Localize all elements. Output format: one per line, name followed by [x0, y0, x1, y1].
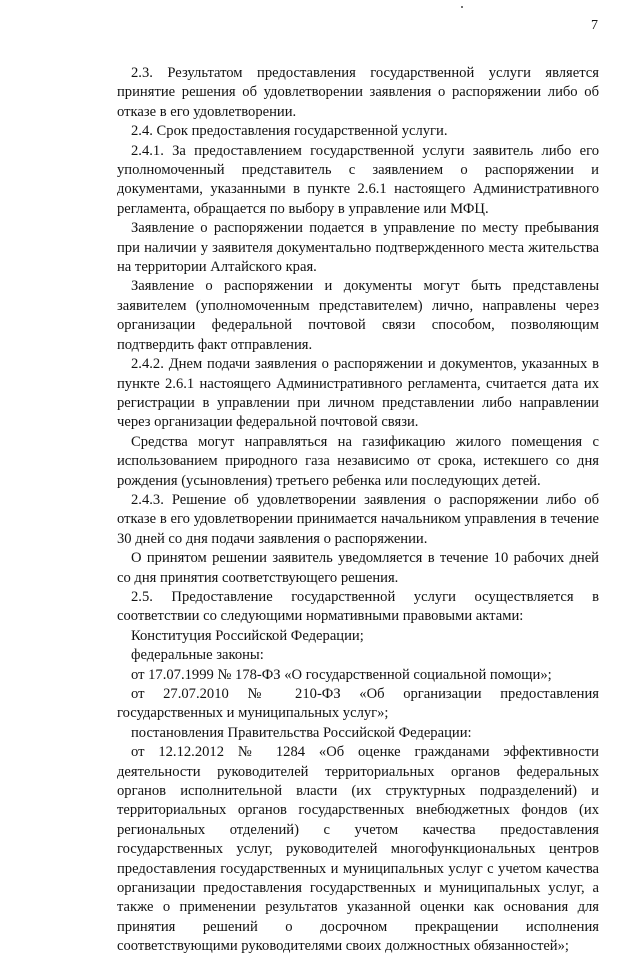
paragraph-2-4-2: 2.4.2. Днем подачи заявления о распоряжении и документов, указанных в пункте 2.6.1 настоящего Административного регламента, считается дата их регистрации в управлении при личном представлении либо направлении через организации федеральной почтовой связи.	[117, 356, 599, 431]
paragraph-gasification: Средства могут направляться на газификацию жилого помещения с использованием природного газа независимо от срока, истекшего со дня рождения (усыновления) третьего ребенка или последующих детей.	[117, 433, 599, 489]
paragraph-decree-1284: от 12.12.2012 № 1284 «Об оценке гражданами эффективности деятельности руководителей территориальных органов федеральных органов исполнительной власти (их структурных подразделений) и территориальных органов государственных внебюджетных фондов (их региональных отделений) с учетом качества предоставления государственных услуг, руководителей многофункциональных центров предоставления государственных и муниципальных услуг с учетом качества организации предоставления государственных и муниципальных услуг, а также о применении результатов указанной оценки как основания для принятия решений о досрочном прекращении исполнения соответствующими руководителями своих должностных обязанностей»;	[117, 744, 599, 955]
paragraph-constitution: Конституция Российской Федерации;	[131, 627, 364, 644]
paragraph-2-4-1: 2.4.1. За предоставлением государственной услуги заявитель либо его уполномоченный представитель с заявлением о распоряжении и документами, указанными в пункте 2.6.1 настоящего Административного регламента, обращается по выбору в управление или МФЦ.	[117, 142, 599, 217]
scan-speck	[461, 6, 463, 8]
paragraph-law-178: от 17.07.1999 № 178-ФЗ «О государственной социальной помощи»;	[131, 666, 552, 683]
paragraph-2-4-3: 2.4.3. Решение об удовлетворении заявления о распоряжении либо об отказе в его удовлетворении принимается начальником управления в течение 30 дней со дня подачи заявления о распоряжении.	[117, 491, 599, 547]
paragraph-submission-methods: Заявление о распоряжении и документы могут быть представлены заявителем (уполномоченным представителем) лично, направлены через организации федеральной почтовой связи способом, позволяющим подтвердить факт отправления.	[117, 278, 599, 353]
document-body	[117, 64, 599, 957]
paragraph-federal-laws: федеральные законы:	[131, 647, 264, 664]
paragraph-2-4: 2.4. Срок предоставления государственной услуги.	[131, 123, 448, 140]
paragraph-2-5: 2.5. Предоставление государственной услуги осуществляется в соответствии со следующими нормативными правовыми актами:	[117, 588, 599, 625]
paragraph-notification: О принятом решении заявитель уведомляется в течение 10 рабочих дней со дня принятия соответствующего решения.	[117, 550, 599, 586]
paragraph-law-210: от 27.07.2010 № 210-ФЗ «Об организации предоставления государственных и муниципальных услуг»;	[117, 686, 599, 722]
paragraph-2-3: 2.3. Результатом предоставления государственной услуги является принятие решения об удовлетворении заявления о распоряжении либо об отказе в его удовлетворении.	[117, 65, 599, 120]
page-number: 7	[591, 18, 598, 33]
paragraph-application-place: Заявление о распоряжении подается в управление по месту пребывания при наличии у заявителя документально подтвержденного места жительства на территории Алтайского края.	[117, 220, 599, 276]
paragraph-government-decrees: постановления Правительства Российской Федерации:	[131, 724, 472, 741]
